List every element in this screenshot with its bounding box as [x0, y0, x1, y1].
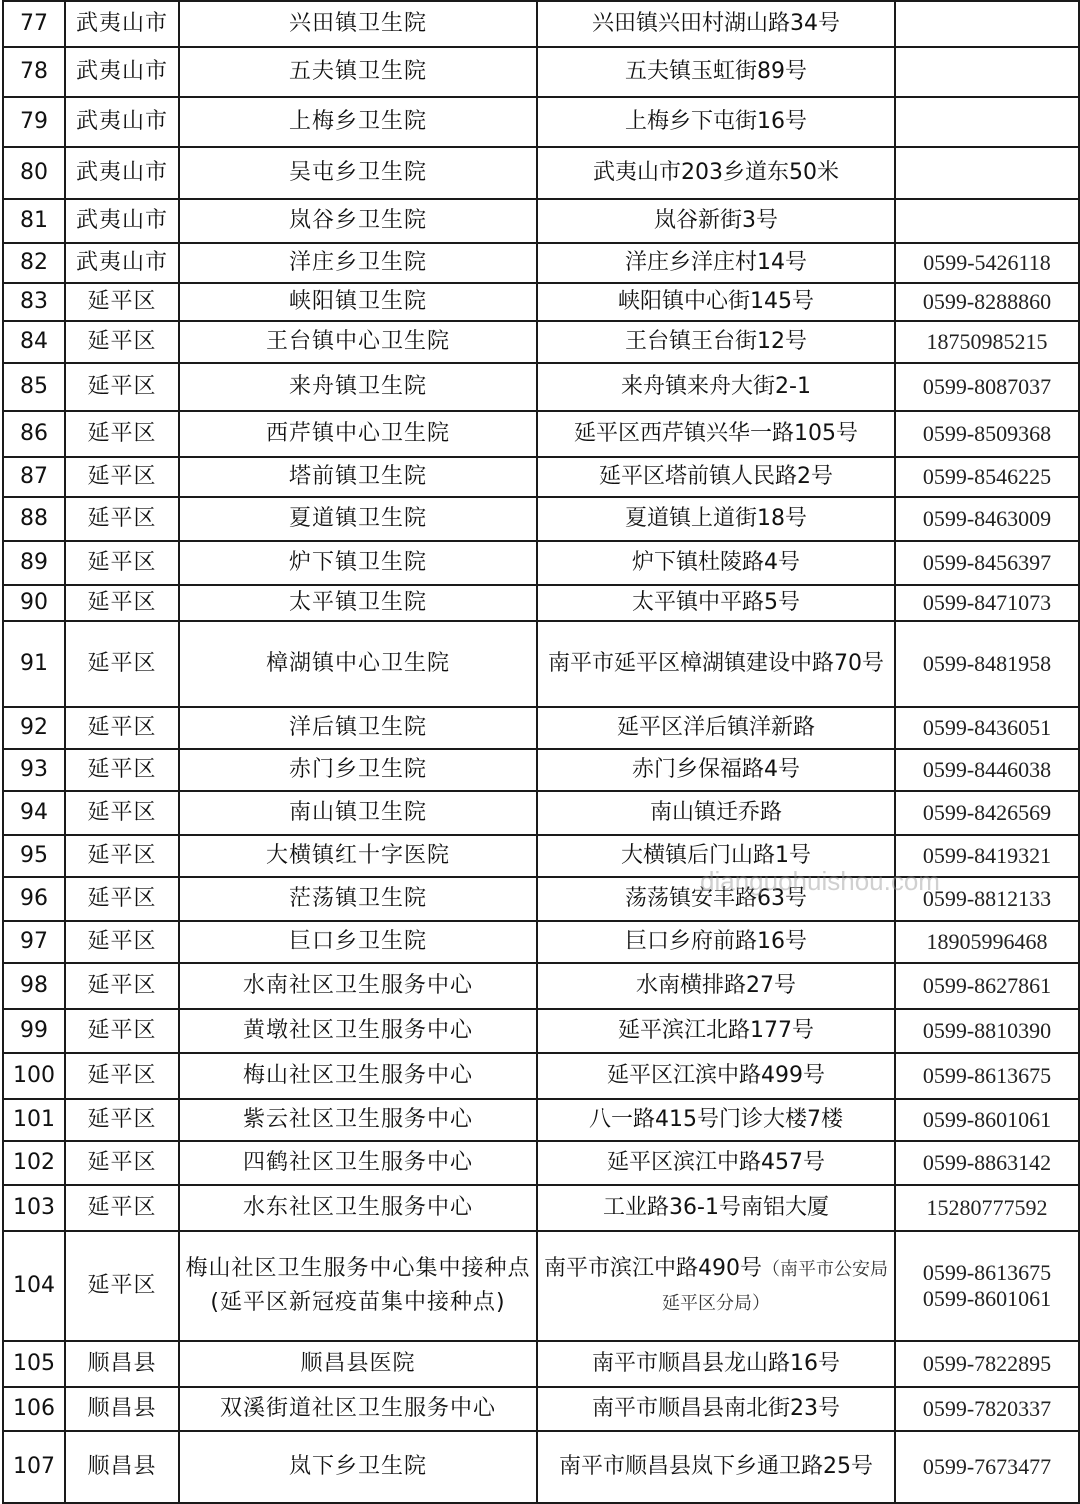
table-row [3, 877, 1079, 921]
row-clinic-name: 西芹镇中心卫生院 [179, 411, 537, 457]
table-row [3, 921, 1079, 963]
row-phone [895, 1231, 1079, 1341]
row-number: 93 [3, 749, 65, 791]
row-address: 兴田镇兴田村湖山路34号 [537, 1, 895, 47]
table-row [3, 541, 1079, 585]
row-clinic-name: 南山镇卫生院 [179, 791, 537, 835]
table-row [3, 835, 1079, 877]
table-row [3, 749, 1079, 791]
row-phone: 0599-7820337 [895, 1387, 1079, 1431]
row-address: 太平镇中平路5号 [537, 585, 895, 621]
table-row [3, 97, 1079, 147]
table-row [3, 147, 1079, 199]
row-phone: 0599-8627861 [895, 963, 1079, 1009]
row-phone: 0599-8426569 [895, 791, 1079, 835]
row-address: 南平市顺昌县龙山路16号 [537, 1341, 895, 1387]
row-number: 86 [3, 411, 65, 457]
row-city: 武夷山市 [65, 97, 179, 147]
table-row [3, 1, 1079, 47]
row-clinic-name: 赤门乡卫生院 [179, 749, 537, 791]
row-address: 巨口乡府前路16号 [537, 921, 895, 963]
row-address: 峡阳镇中心街145号 [537, 283, 895, 321]
vaccination-site-table [2, 0, 1080, 1504]
watermark-text: dianguohuishou.com [700, 866, 940, 896]
table-body [3, 1, 1079, 1503]
row-number: 83 [3, 283, 65, 321]
row-address: 延平区西芹镇兴华一路105号 [537, 411, 895, 457]
row-address: 炉下镇杜陵路4号 [537, 541, 895, 585]
row-clinic-name: 上梅乡卫生院 [179, 97, 537, 147]
row-phone: 0599-5426118 [895, 243, 1079, 283]
row-phone: 18750985215 [895, 321, 1079, 363]
table-row [3, 1185, 1079, 1231]
table-row [3, 1053, 1079, 1099]
row-number: 92 [3, 707, 65, 749]
row-city: 延平区 [65, 621, 179, 707]
table-row [3, 585, 1079, 621]
table-row [3, 707, 1079, 749]
row-number: 84 [3, 321, 65, 363]
row-city: 延平区 [65, 791, 179, 835]
table-row [3, 621, 1079, 707]
row-city: 延平区 [65, 321, 179, 363]
row-city: 延平区 [65, 921, 179, 963]
row-phone: 0599-8463009 [895, 497, 1079, 541]
row-city: 武夷山市 [65, 243, 179, 283]
row-clinic-name: 洋庄乡卫生院 [179, 243, 537, 283]
row-address: 来舟镇来舟大街2-1 [537, 363, 895, 411]
table-row [3, 47, 1079, 97]
row-phone: 0599-8810390 [895, 1009, 1079, 1053]
row-address: 荡荡镇安丰路63号 [537, 877, 895, 921]
row-clinic-name: 水南社区卫生服务中心 [179, 963, 537, 1009]
row-clinic-name: 紫云社区卫生服务中心 [179, 1099, 537, 1141]
row-city: 延平区 [65, 1185, 179, 1231]
row-address: 南平市顺昌县南北街23号 [537, 1387, 895, 1431]
row-city: 延平区 [65, 283, 179, 321]
row-clinic-name: 洋后镇卫生院 [179, 707, 537, 749]
row-number: 81 [3, 199, 65, 243]
row-number: 97 [3, 921, 65, 963]
row-phone [895, 1, 1079, 47]
row-phone: 0599-8546225 [895, 457, 1079, 497]
row-address: 延平区塔前镇人民路2号 [537, 457, 895, 497]
table-row [3, 497, 1079, 541]
row-number: 78 [3, 47, 65, 97]
row-address: 工业路36-1号南铝大厦 [537, 1185, 895, 1231]
row-phone: 0599-8863142 [895, 1141, 1079, 1185]
row-clinic-name: 兴田镇卫生院 [179, 1, 537, 47]
row-clinic-name: 太平镇卫生院 [179, 585, 537, 621]
row-city: 延平区 [65, 541, 179, 585]
row-city: 延平区 [65, 1141, 179, 1185]
row-address: 大横镇后门山路1号 [537, 835, 895, 877]
row-number: 85 [3, 363, 65, 411]
row-address: 南平市顺昌县岚下乡通卫路25号 [537, 1431, 895, 1503]
row-clinic-name: 来舟镇卫生院 [179, 363, 537, 411]
table-row [3, 1341, 1079, 1387]
table-row [3, 411, 1079, 457]
row-phone: 0599-8087037 [895, 363, 1079, 411]
row-city: 延平区 [65, 497, 179, 541]
row-number: 105 [3, 1341, 65, 1387]
row-phone-1: 0599-8613675 [922, 1260, 1052, 1285]
table-row [3, 791, 1079, 835]
table-row [3, 363, 1079, 411]
row-number: 88 [3, 497, 65, 541]
row-clinic-name: 梅山社区卫生服务中心 [179, 1053, 537, 1099]
row-clinic-name: 梅山社区卫生服务中心集中接种点(延平区新冠疫苗集中接种点) [179, 1231, 537, 1341]
row-clinic-name: 樟湖镇中心卫生院 [179, 621, 537, 707]
row-clinic-name: 茫荡镇卫生院 [179, 877, 537, 921]
row-phone [895, 147, 1079, 199]
row-phone: 0599-8288860 [895, 283, 1079, 321]
row-address: 上梅乡下屯街16号 [537, 97, 895, 147]
table-row [3, 1231, 1079, 1341]
row-phone: 0599-8471073 [895, 585, 1079, 621]
row-clinic-name: 岚谷乡卫生院 [179, 199, 537, 243]
row-city: 延平区 [65, 963, 179, 1009]
row-number: 89 [3, 541, 65, 585]
row-city: 延平区 [65, 457, 179, 497]
row-address: 南平市延平区樟湖镇建设中路70号 [537, 621, 895, 707]
row-address: 延平区滨江中路457号 [537, 1141, 895, 1185]
row-clinic-name: 四鹤社区卫生服务中心 [179, 1141, 537, 1185]
table-row [3, 283, 1079, 321]
row-city: 顺昌县 [65, 1341, 179, 1387]
row-number: 107 [3, 1431, 65, 1503]
row-number: 100 [3, 1053, 65, 1099]
row-number: 104 [3, 1231, 65, 1341]
row-address: 武夷山市203乡道东50米 [537, 147, 895, 199]
table-row [3, 321, 1079, 363]
row-phone: 0599-8481958 [895, 621, 1079, 707]
row-clinic-name: 炉下镇卫生院 [179, 541, 537, 585]
row-city: 延平区 [65, 835, 179, 877]
row-phone: 0599-7673477 [895, 1431, 1079, 1503]
table-row [3, 1141, 1079, 1185]
row-city: 顺昌县 [65, 1387, 179, 1431]
row-address-main: 南平市滨江中路490号 [544, 1256, 762, 1281]
row-address: 赤门乡保福路4号 [537, 749, 895, 791]
row-number: 94 [3, 791, 65, 835]
row-number: 96 [3, 877, 65, 921]
row-address: 延平区洋后镇洋新路 [537, 707, 895, 749]
row-city: 延平区 [65, 707, 179, 749]
row-clinic-name: 岚下乡卫生院 [179, 1431, 537, 1503]
row-number: 95 [3, 835, 65, 877]
row-clinic-name: 水东社区卫生服务中心 [179, 1185, 537, 1231]
row-number: 82 [3, 243, 65, 283]
row-number: 90 [3, 585, 65, 621]
table-row [3, 1009, 1079, 1053]
row-phone [895, 97, 1079, 147]
row-address-note: （南平市公安局延平区分局） [662, 1259, 888, 1313]
row-phone: 0599-8446038 [895, 749, 1079, 791]
row-city: 延平区 [65, 1099, 179, 1141]
row-number: 80 [3, 147, 65, 199]
row-city: 延平区 [65, 585, 179, 621]
row-phone: 18905996468 [895, 921, 1079, 963]
table-row [3, 963, 1079, 1009]
row-address: 延平区江滨中路499号 [537, 1053, 895, 1099]
row-phone: 15280777592 [895, 1185, 1079, 1231]
row-city: 延平区 [65, 877, 179, 921]
row-clinic-name: 五夫镇卫生院 [179, 47, 537, 97]
row-phone: 0599-8456397 [895, 541, 1079, 585]
row-phone: 0599-7822895 [895, 1341, 1079, 1387]
row-phone-2: 0599-8601061 [922, 1286, 1052, 1311]
row-clinic-name: 王台镇中心卫生院 [179, 321, 537, 363]
row-phone: 0599-8419321 [895, 835, 1079, 877]
row-phone: 0599-8436051 [895, 707, 1079, 749]
row-phone: 0599-8613675 [895, 1053, 1079, 1099]
row-clinic-name: 塔前镇卫生院 [179, 457, 537, 497]
row-address: 八一路415号门诊大楼7楼 [537, 1099, 895, 1141]
row-clinic-name: 顺昌县医院 [179, 1341, 537, 1387]
row-clinic-name: 双溪街道社区卫生服务中心 [179, 1387, 537, 1431]
table-row [3, 243, 1079, 283]
row-address: 南山镇迁乔路 [537, 791, 895, 835]
row-phone: 0599-8509368 [895, 411, 1079, 457]
table-row [3, 1099, 1079, 1141]
row-city: 顺昌县 [65, 1431, 179, 1503]
row-number: 102 [3, 1141, 65, 1185]
table-row [3, 457, 1079, 497]
row-number: 103 [3, 1185, 65, 1231]
row-clinic-name: 巨口乡卫生院 [179, 921, 537, 963]
row-phone [895, 47, 1079, 97]
row-city: 武夷山市 [65, 1, 179, 47]
row-address: 延平滨江北路177号 [537, 1009, 895, 1053]
row-city: 延平区 [65, 1053, 179, 1099]
row-city: 延平区 [65, 363, 179, 411]
row-clinic-name: 夏道镇卫生院 [179, 497, 537, 541]
row-city: 武夷山市 [65, 199, 179, 243]
row-address: 洋庄乡洋庄村14号 [537, 243, 895, 283]
row-phone: 0599-8812133 [895, 877, 1079, 921]
row-clinic-name: 黄墩社区卫生服务中心 [179, 1009, 537, 1053]
row-city: 武夷山市 [65, 47, 179, 97]
row-clinic-name: 峡阳镇卫生院 [179, 283, 537, 321]
row-city: 延平区 [65, 1231, 179, 1341]
row-clinic-name: 吴屯乡卫生院 [179, 147, 537, 199]
row-number: 106 [3, 1387, 65, 1431]
row-number: 91 [3, 621, 65, 707]
row-city: 延平区 [65, 749, 179, 791]
row-address [537, 1231, 895, 1341]
row-city: 延平区 [65, 1009, 179, 1053]
row-number: 79 [3, 97, 65, 147]
row-address: 五夫镇玉虹街89号 [537, 47, 895, 97]
row-number: 101 [3, 1099, 65, 1141]
row-clinic-name: 大横镇红十字医院 [179, 835, 537, 877]
row-city: 武夷山市 [65, 147, 179, 199]
row-address: 王台镇王台街12号 [537, 321, 895, 363]
table-row [3, 199, 1079, 243]
row-address: 岚谷新街3号 [537, 199, 895, 243]
row-number: 99 [3, 1009, 65, 1053]
row-number: 87 [3, 457, 65, 497]
row-city: 延平区 [65, 411, 179, 457]
row-number: 77 [3, 1, 65, 47]
row-address: 夏道镇上道街18号 [537, 497, 895, 541]
row-phone [895, 199, 1079, 243]
table-row [3, 1431, 1079, 1503]
row-phone: 0599-8601061 [895, 1099, 1079, 1141]
row-address: 水南横排路27号 [537, 963, 895, 1009]
row-number: 98 [3, 963, 65, 1009]
table-row [3, 1387, 1079, 1431]
